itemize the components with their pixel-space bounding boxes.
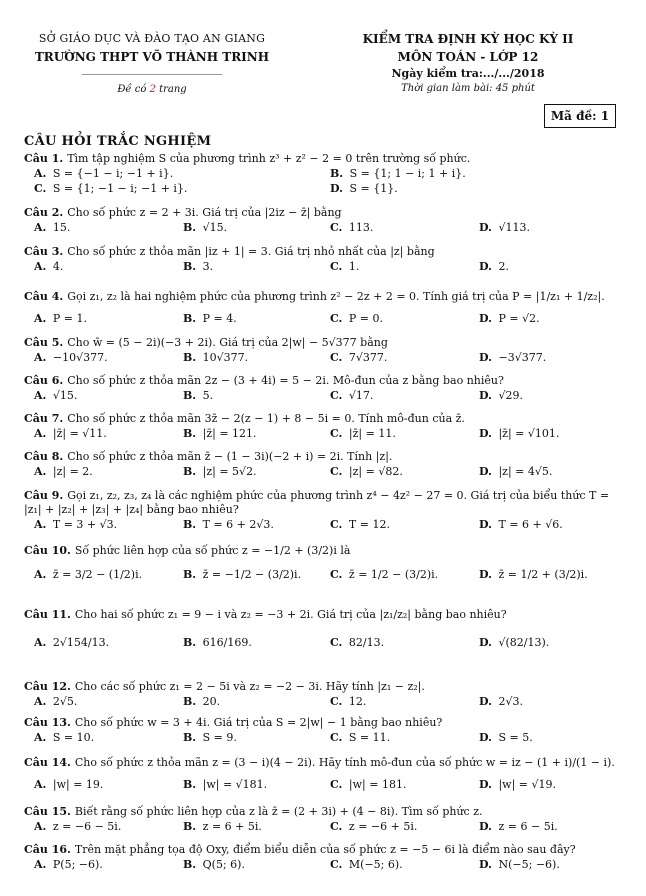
option-a[interactable]: A. 2√154/13. xyxy=(34,636,110,649)
option-a[interactable]: A. 15. xyxy=(34,221,71,234)
question-label: Câu 12. xyxy=(24,680,71,693)
option-c[interactable]: C. |z̄| = 11. xyxy=(330,427,396,440)
option-d[interactable]: D. 2. xyxy=(479,260,509,273)
option-c[interactable]: C. z̄ = 1/2 − (3/2)i. xyxy=(330,568,439,581)
option-d[interactable]: D. T = 6 + √6. xyxy=(479,518,563,531)
question-text: Trên mặt phẳng tọa độ Oxy, điểm biểu diễn của số phức z = −5 − 6i là điểm nào sau đây? xyxy=(74,843,576,856)
question-9 xyxy=(24,489,624,532)
school-name: TRƯỜNG THPT VÕ THÀNH TRINH xyxy=(34,50,270,64)
page-count-suffix: trang xyxy=(155,84,187,95)
option-c[interactable]: C. 7√377. xyxy=(330,351,388,364)
option-b[interactable]: B. |z| = 5√2. xyxy=(183,465,257,478)
option-d[interactable]: D. √(82/13). xyxy=(479,636,550,649)
question-2 xyxy=(24,206,624,235)
question-4 xyxy=(24,290,624,326)
option-c[interactable]: C. 82/13. xyxy=(330,636,385,649)
option-c[interactable]: C. √17. xyxy=(330,389,374,402)
option-c[interactable]: C. 12. xyxy=(330,695,367,708)
option-c[interactable]: C. S = {1; −1 − i; −1 + i}. xyxy=(34,182,188,195)
question-text: Cho số phức z thỏa mãn |iz + 1| = 3. Giá trị nhỏ nhất của |z| bằng xyxy=(67,245,435,258)
question-label: Câu 3. xyxy=(24,245,64,258)
question-text: Tìm tập nghiệm S của phương trình z³ + z² − 2 = 0 trên trường số phức. xyxy=(67,152,471,165)
option-d[interactable]: D. z̄ = 1/2 + (3/2)i. xyxy=(479,568,588,581)
option-c[interactable]: C. 113. xyxy=(330,221,374,234)
exam-subject: MÔN TOÁN - LỚP 12 xyxy=(397,50,539,64)
option-b[interactable]: B. 3. xyxy=(183,260,214,273)
option-a[interactable]: A. P(5; −6). xyxy=(34,858,103,871)
department-name: SỞ GIÁO DỤC VÀ ĐÀO TẠO AN GIANG xyxy=(38,32,266,45)
option-b[interactable]: B. Q(5; 6). xyxy=(183,858,245,871)
option-b[interactable]: B. 20. xyxy=(183,695,221,708)
option-a[interactable]: A. P = 1. xyxy=(34,312,87,325)
question-text: Cho số phức z thỏa mãn z = (3 − i)(4 − 2i). Hãy tính mô-đun của số phức w = iz − (1 + i)/(1 − i). xyxy=(74,756,615,769)
option-b[interactable]: B. 5. xyxy=(183,389,214,402)
option-b[interactable]: B. |w| = √181. xyxy=(183,778,268,791)
option-c[interactable]: C. 1. xyxy=(330,260,360,273)
option-b[interactable]: B. √15. xyxy=(183,221,228,234)
question-label: Câu 10. xyxy=(24,544,71,557)
option-b[interactable]: B. S = {1; 1 − i; 1 + i}. xyxy=(330,167,466,180)
question-text: Cho w̄ = (5 − 2i)(−3 + 2i). Giá trị của 2|w| − 5√377 bằng xyxy=(67,336,388,349)
option-d[interactable]: D. |w| = √19. xyxy=(479,778,557,791)
question-text: Cho số phức z thỏa mãn 2z − (3 + 4i) = 5 − 2i. Mô-đun của z bằng bao nhiêu? xyxy=(67,374,504,387)
exam-title: KIỂM TRA ĐỊNH KỲ HỌC KỲ II xyxy=(362,32,574,46)
question-label: Câu 8. xyxy=(24,450,64,463)
option-a[interactable]: A. |z̄| = √11. xyxy=(34,427,107,440)
question-text: Cho các số phức z₁ = 2 − 5i và z₂ = −2 − 3i. Hãy tính |z₁ − z₂|. xyxy=(74,680,425,693)
option-c[interactable]: C. |w| = 181. xyxy=(330,778,407,791)
option-c[interactable]: C. P = 0. xyxy=(330,312,384,325)
question-3 xyxy=(24,245,624,274)
option-a[interactable]: A. −10√377. xyxy=(34,351,108,364)
question-label: Câu 9. xyxy=(24,489,64,502)
question-12 xyxy=(24,680,624,709)
option-b[interactable]: B. P = 4. xyxy=(183,312,237,325)
option-a[interactable]: A. S = {−1 − i; −1 + i}. xyxy=(34,167,174,180)
question-label: Câu 16. xyxy=(24,843,71,856)
option-d[interactable]: D. √113. xyxy=(479,221,530,234)
option-d[interactable]: D. |z| = 4√5. xyxy=(479,465,553,478)
question-text: Gọi z₁, z₂, z₃, z₄ là các nghiệm phức của phương trình z⁴ − 4z² − 27 = 0. Giá trị của biểu thức T = |z₁| + |z₂| + |z₃| + |z₄| bằng bao nhiêu? xyxy=(24,489,610,516)
question-text: Số phức liên hợp của số phức z = −1/2 + (3/2)i là xyxy=(74,544,351,557)
option-a[interactable]: A. |z| = 2. xyxy=(34,465,93,478)
option-a[interactable]: A. z = −6 − 5i. xyxy=(34,820,122,833)
question-text: Cho số phức z thỏa mãn z̄ − (1 − 3i)(−2 + i) = 2i. Tính |z|. xyxy=(67,450,393,463)
page-count-prefix: Đề có xyxy=(117,84,150,95)
question-text: Cho hai số phức z₁ = 9 − i và z₂ = −3 + 2i. Giá trị của |z₁/z₂| bằng bao nhiêu? xyxy=(74,608,507,621)
header-divider xyxy=(82,74,222,75)
option-d[interactable]: D. −3√377. xyxy=(479,351,547,364)
option-d[interactable]: D. S = {1}. xyxy=(330,182,398,195)
question-label: Câu 14. xyxy=(24,756,71,769)
option-b[interactable]: B. z̄ = −1/2 − (3/2)i. xyxy=(183,568,302,581)
option-c[interactable]: C. S = 11. xyxy=(330,731,391,744)
question-label: Câu 1. xyxy=(24,152,64,165)
question-10 xyxy=(24,544,624,582)
question-label: Câu 11. xyxy=(24,608,71,621)
question-text: Gọi z₁, z₂ là hai nghiệm phức của phương trình z² − 2z + 2 = 0. Tính giá trị của P = |1/z₁ + 1/z₂|. xyxy=(67,290,605,303)
question-6 xyxy=(24,374,624,403)
question-label: Câu 13. xyxy=(24,716,71,729)
question-label: Câu 7. xyxy=(24,412,64,425)
option-b[interactable]: B. S = 9. xyxy=(183,731,237,744)
option-c[interactable]: C. M(−5; 6). xyxy=(330,858,403,871)
question-14 xyxy=(24,756,624,792)
exam-duration: Thời gian làm bài: 45 phút xyxy=(401,83,535,94)
question-5 xyxy=(24,336,624,365)
question-text: Cho số phức z = 2 + 3i. Giá trị của |2iz − z̄| bằng xyxy=(67,206,342,219)
question-label: Câu 4. xyxy=(24,290,64,303)
question-16 xyxy=(24,843,624,872)
option-b[interactable]: B. T = 6 + 2√3. xyxy=(183,518,274,531)
option-d[interactable]: D. P = √2. xyxy=(479,312,540,325)
option-d[interactable]: D. N(−5; −6). xyxy=(479,858,560,871)
option-a[interactable]: A. 2√5. xyxy=(34,695,78,708)
option-c[interactable]: C. |z| = √82. xyxy=(330,465,403,478)
option-a[interactable]: A. T = 3 + √3. xyxy=(34,518,118,531)
option-a[interactable]: A. z̄ = 3/2 − (1/2)i. xyxy=(34,568,143,581)
question-15 xyxy=(24,805,624,834)
option-a[interactable]: A. √15. xyxy=(34,389,78,402)
option-b[interactable]: B. |z̄| = 121. xyxy=(183,427,257,440)
option-d[interactable]: D. 2√3. xyxy=(479,695,523,708)
page-count xyxy=(18,84,286,95)
option-a[interactable]: A. S = 10. xyxy=(34,731,95,744)
option-b[interactable]: B. 616/169. xyxy=(183,636,252,649)
section-title: CÂU HỎI TRẮC NGHIỆM xyxy=(24,134,212,149)
question-label: Câu 2. xyxy=(24,206,64,219)
question-text: Biết rằng số phức liên hợp của z là z̄ = (2 + 3i) + (4 − 8i). Tìm số phức z. xyxy=(74,805,483,818)
question-1 xyxy=(24,152,624,196)
option-b[interactable]: B. z = 6 + 5i. xyxy=(183,820,262,833)
option-d[interactable]: D. |z̄| = √101. xyxy=(479,427,560,440)
option-c[interactable]: C. z = −6 + 5i. xyxy=(330,820,418,833)
option-a[interactable]: A. 4. xyxy=(34,260,64,273)
question-text: Cho số phức z thỏa mãn 3z̄ − 2(z − 1) + 8 − 5i = 0. Tính mô-đun của z̄. xyxy=(67,412,465,425)
question-text: Cho số phức w = 3 + 4i. Giá trị của S = 2|w| − 1 bằng bao nhiêu? xyxy=(74,716,443,729)
question-11 xyxy=(24,608,624,650)
option-c[interactable]: C. T = 12. xyxy=(330,518,390,531)
question-8 xyxy=(24,450,624,479)
question-label: Câu 15. xyxy=(24,805,71,818)
question-13 xyxy=(24,716,624,745)
option-d[interactable]: D. S = 5. xyxy=(479,731,533,744)
exam-date: Ngày kiểm tra:.../.../2018 xyxy=(391,67,545,80)
question-7 xyxy=(24,412,624,441)
option-b[interactable]: B. 10√377. xyxy=(183,351,249,364)
option-d[interactable]: D. √29. xyxy=(479,389,523,402)
option-a[interactable]: A. |w| = 19. xyxy=(34,778,104,791)
question-label: Câu 6. xyxy=(24,374,64,387)
option-d[interactable]: D. z = 6 − 5i. xyxy=(479,820,558,833)
question-label: Câu 5. xyxy=(24,336,64,349)
page-count-number: 2 xyxy=(149,84,156,95)
exam-code-box: Mã đề: 1 xyxy=(544,104,616,128)
